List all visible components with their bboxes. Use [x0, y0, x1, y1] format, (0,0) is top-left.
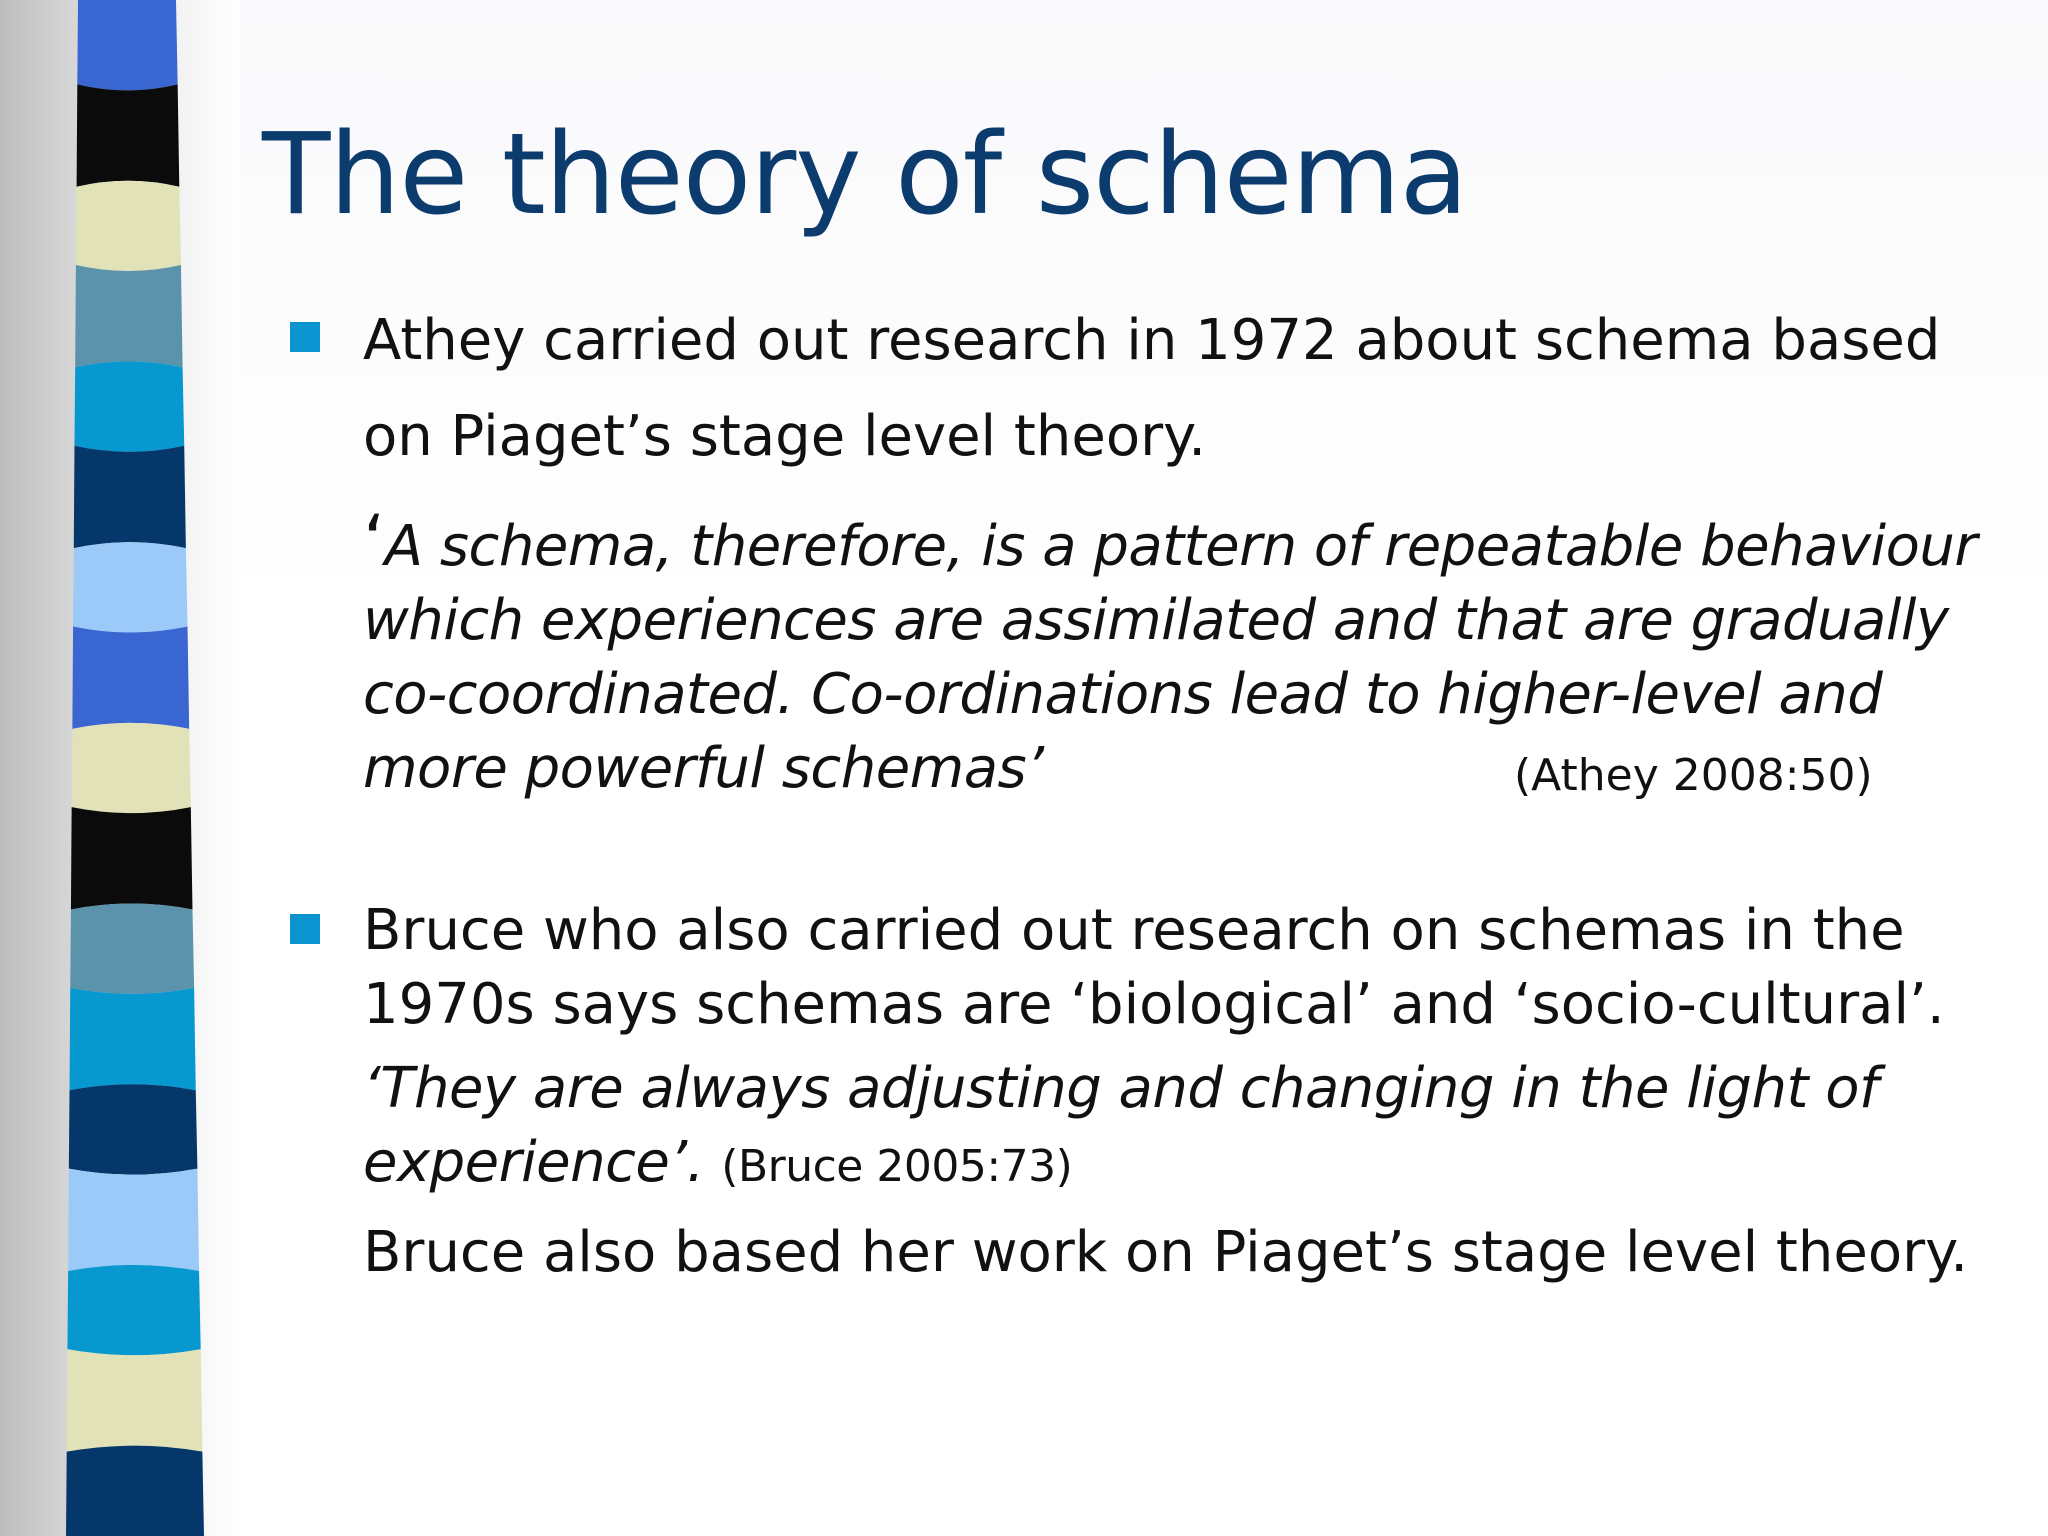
athey-quote-line-4: more powerful schemas’ [363, 736, 1044, 801]
bullet-square-icon [290, 322, 320, 352]
slide-title: The theory of schema [262, 110, 1468, 240]
stripe-segment [70, 988, 196, 1090]
stripe-segment [77, 0, 177, 90]
stripe-segment [67, 1265, 200, 1355]
stripe-segment [66, 1446, 204, 1536]
stripe-segment [69, 1084, 198, 1174]
athey-quote-line-3: co-coordinated. Co-ordinations lead to higher-level and [363, 662, 1883, 727]
stripe-segment [70, 904, 194, 994]
bullet-2-closing-line: Bruce also based her work on Piaget’s stage level theory. [363, 1220, 1969, 1285]
bruce-quote-text-2: experience’. [363, 1130, 704, 1195]
bullet-2-line-2: 1970s says schemas are ‘biological’ and ‘socio-cultural’. [363, 972, 1945, 1037]
opening-quote-mark: ‘ [363, 500, 385, 582]
athey-quote-line-2: which experiences are assimilated and that are gradually [363, 588, 1949, 653]
stripe-segment [75, 265, 182, 367]
stripe-segment [77, 84, 180, 186]
stripe-segment [76, 181, 181, 271]
bullet-1-line-1: Athey carried out research in 1972 about schema based [363, 308, 1941, 373]
athey-quote-text-1: A schema, therefore, is a pattern of repeatable behaviour [384, 514, 1977, 579]
stripe-segment [73, 542, 187, 632]
stripe-segment [74, 361, 184, 451]
bruce-citation: (Bruce 2005:73) [721, 1141, 1073, 1192]
stripe-segment [72, 723, 191, 813]
bruce-quote-line-1: ‘They are always adjusting and changing in the light of [363, 1056, 1879, 1121]
bullet-2-line-1: Bruce who also carried out research on schemas in the [363, 898, 1905, 963]
decorative-side-stripe [0, 0, 240, 1536]
stripe-segment [71, 807, 193, 909]
bullet-square-icon [290, 914, 320, 944]
bullet-1-line-2: on Piaget’s stage level theory. [363, 404, 1207, 469]
athey-quote-line-1 [363, 500, 1977, 582]
stripe-segment [74, 446, 186, 548]
stripe-segment [68, 1169, 199, 1271]
stripe-segment [72, 626, 189, 728]
athey-citation: (Athey 2008:50) [1514, 750, 1873, 801]
bruce-quote-line-2 [363, 1128, 1072, 1202]
stripe-segment [67, 1349, 203, 1451]
